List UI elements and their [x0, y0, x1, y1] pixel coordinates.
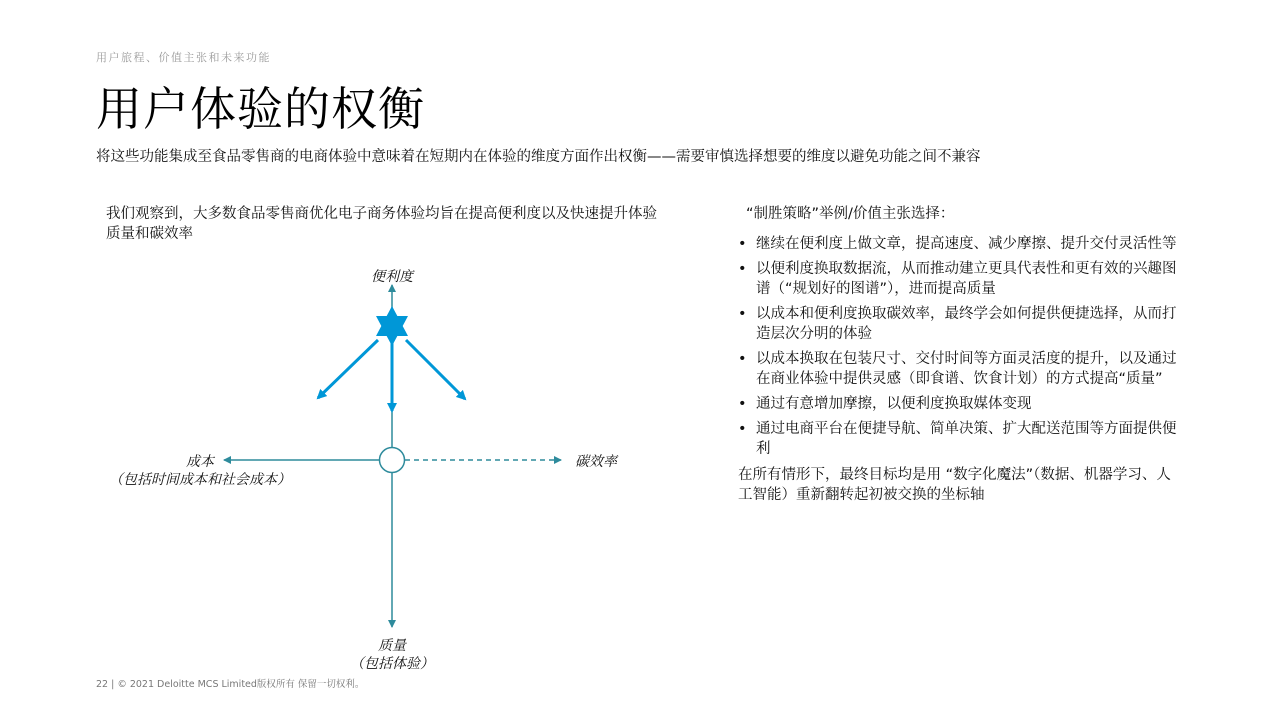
page-title: 用户体验的权衡 [96, 82, 425, 136]
arrow-star-to-right [406, 340, 465, 399]
star-burst-icon [376, 306, 408, 346]
list-item: • 以成本和便利度换取碳效率，最终学会如何提供便捷选择，从而打造层次分明的体验 [738, 304, 1178, 344]
page-subtitle: 将这些功能集成至食品零售商的电商体验中意味着在短期内在体验的维度方面作出权衡——需要审慎选择想要的维度以避免功能之间不兼容 [96, 149, 981, 165]
list-item: • 以便利度换取数据流，从而推动建立更具代表性和更有效的兴趣图谱（“规划好的图谱”），进而提高质量 [738, 259, 1178, 299]
axis-label-quality-sub: （包括体验） [350, 656, 434, 672]
strategy-list [738, 234, 1178, 459]
arrow-star-to-left [318, 340, 378, 398]
list-item: • 通过有意增加摩擦，以便利度换取媒体变现 [738, 394, 1178, 414]
axis-label-carbon-efficiency: 碳效率 [575, 454, 617, 470]
axis-label-quality [340, 637, 444, 673]
axis-label-quality-title: 质量 [378, 638, 406, 654]
list-item: • 继续在便利度上做文章，提高速度、减少摩擦、提升交付灵活性等 [738, 234, 1178, 254]
footer-copyright: 22 | © 2021 Deloitte MCS Limited版权所有 保留一切权利。 [96, 679, 365, 690]
axis-label-convenience: 便利度 [371, 269, 413, 285]
axis-label-cost [105, 453, 295, 489]
origin-circle [380, 448, 405, 473]
observation-text: 我们观察到，大多数食品零售商优化电子商务体验均旨在提高便利度以及快速提升体验质量和碳效率 [106, 206, 657, 242]
axis-label-cost-title: 成本 [186, 454, 214, 470]
strategy-panel [738, 204, 1178, 505]
strategy-intro: “制胜策略”举例/价值主张选择： [746, 206, 955, 222]
list-item: • 以成本换取在包装尺寸、交付时间等方面灵活度的提升，以及通过在商业体验中提供灵感（即食谱、饮食计划）的方式提高“质量” [738, 349, 1178, 389]
axis-label-cost-sub: （包括时间成本和社会成本） [109, 472, 291, 488]
list-item: • 通过电商平台在便捷导航、简单决策、扩大配送范围等方面提供便利 [738, 419, 1178, 459]
strategy-conclusion: 在所有情形下，最终目标均是用 “数字化魔法”（数据、机器学习、人工智能）重新翻转起初被交换的坐标轴 [738, 467, 1171, 503]
breadcrumb: 用户旅程、价值主张和未来功能 [96, 51, 271, 64]
